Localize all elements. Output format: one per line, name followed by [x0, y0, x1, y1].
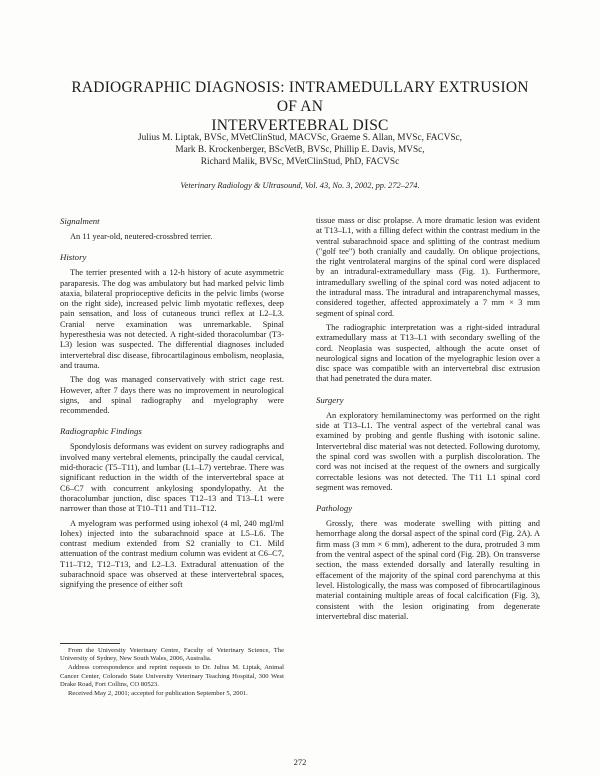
section-heading-pathology: Pathology — [316, 503, 353, 514]
section-heading-signalment: Signalment — [60, 216, 100, 226]
author-block — [60, 132, 540, 168]
section-heading-surgery: Surgery — [316, 394, 344, 405]
article-title — [60, 78, 540, 135]
left-column — [60, 216, 284, 595]
footnote: Received May 2, 2001; accepted for publication September 5, 2001. — [68, 690, 248, 698]
author-line: Mark B. Krockenberger, BScVetB, BVSc, Phillip E. Davis, MVSc, — [175, 145, 425, 155]
paragraph: The radiographic interpretation was a right-sided intradural extramedullary mass at T13–L1 with secondary swelling of the cord. Neoplasia was suspected, although the acute onset of neurological signs and location of the myelographic lesion over a disc space was compatible with an intervertebral disc extrusion that had penetrated the dura mater. — [316, 322, 540, 384]
paragraph: An exploratory hemilaminectomy was performed on the right side at T13–L1. The ventral aspect of the vertebral canal was examined by probing and gentle flushing with isotonic saline. Intervertebral disc material was not detected. Following durotomy, the spinal cord was swollen with a purplish discoloration. The cord was not incised at the request of the owners and surgically correctable lesions was not detected. The T11 L1 spinal cord segment was removed. — [316, 410, 540, 492]
paragraph: Grossly, there was moderate swelling with pitting and hemorrhage along the dorsal aspect of the spinal cord (Fig. 2A). A firm mass (3 mm × 6 mm), adherent to the dura, protruded 3 mm from the ventral aspect of the spinal cord (Fig. 2B). On transverse section, the mass extended dorsally and laterally resulting in effacement of the majority of the spinal cord parenchyma at this level. Histologically, the mass was composed of fibrocartilaginous material containing multiple areas of focal calcification (Fig. 3), consistent with the lesion originating from degenerate intervertebral disc material. — [316, 519, 540, 621]
footnote-divider — [60, 643, 120, 644]
author-line: Richard Malik, BVSc, MVetClinStud, PhD, FACVSc — [200, 157, 400, 167]
paragraph: A myelogram was performed using iohexol (4 ml, 240 mgI/ml Iohex) injected into the subarachnoid space at L5–L6. The contrast medium extended from S2 cranially to C1. Mild attenuation of the contrast medium column was evident at C6–C7, T11–T12, T12–T13, and L2–L3. Extradural attenuation of the subarachnoid space was observed at these intervertebral spaces, signifying the presence of either soft — [60, 518, 284, 590]
right-column — [316, 216, 540, 626]
author-line: Julius M. Liptak, BVSc, MVetClinStud, MACVSc, Graeme S. Allan, MVSc, FACVSc, — [138, 133, 462, 143]
title-line-2: INTERVERTEBRAL DISC — [211, 117, 389, 134]
paragraph: tissue mass or disc prolapse. A more dramatic lesion was evident at T13–L1, with a filling defect within the contrast medium in the ventral subarachnoid space and splitting of the contrast medium ("golf tee") both cranially and caudally. On oblique projections, the right ventrolateral margins of the spinal cord were displaced by an intradural-extramedullary mass (Fig. 1). Furthermore, intramedullary swelling of the spinal cord was noted adjacent to the intradural mass. The intradural and intraparenchymal masses, considered together, affected approximately a 7 mm × 3 mm segment of spinal cord. — [316, 216, 540, 318]
footnote: From the University Veterinary Centre, Faculty of Veterinary Science, The University of Sydney, New South Wales, 2006, Australia. — [60, 647, 284, 663]
section-heading-history: History — [60, 252, 87, 263]
paragraph: The dog was managed conservatively with strict cage rest. However, after 7 days there was no improvement in neurological signs, and spinal radiography and myelography were recommended. — [60, 375, 284, 416]
title-line-1: RADIOGRAPHIC DIAGNOSIS: INTRAMEDULLARY EXTRUSION OF AN — [71, 79, 529, 115]
paragraph: Spondylosis deformans was evident on survey radiographs and involved many vertebral elements, principally the caudal cervical, mid-thoracic (T5–T11), and lumbar (L1–L7) vertebrae. There was significant reduction in the width of the intervertebral space at C6–C7 with concurrent ankylosing spondylopathy. At the thoracolumbar junction, disc spaces T12–13 and T13–L1 were narrower than those at T10–T11 and T11–T12. — [60, 442, 284, 514]
paragraph: An 11 year-old, neutered-crossbred terrier. — [70, 232, 213, 241]
paragraph: The terrier presented with a 12-h history of acute asymmetric paraparesis. The dog was ambulatory but had marked pelvic limb ataxia, bilateral proprioceptive deficits in the pelvic limbs (worse on the right side), increased pelvic limb myotatic reflexes, deep pain sensation, and loss of cutaneous trunci reflex at L2–L3. Cranial nerve examination was unremarkable. Spinal hyperesthesia was not detected. A right-sided thoracolumbar (T3-L3) lesion was suspected. The differential diagnoses included intervertebral disc disease, fibrocartilaginous embolism, neoplasia, and trauma. — [60, 268, 284, 370]
page-number: 272 — [293, 757, 307, 767]
journal-citation: Veterinary Radiology & Ultrasound, Vol. 43, No. 3, 2002, pp. 272–274. — [180, 181, 420, 190]
footnote: Address correspondence and reprint requests to Dr. Julius M. Liptak, Animal Cancer Center, Colorado State University Veterinary Teaching Hospital, 300 West Drake Road, Fort Collins, CO 80523. — [60, 664, 284, 688]
section-heading-findings: Radiographic Findings — [60, 426, 142, 437]
footnotes — [60, 643, 284, 699]
